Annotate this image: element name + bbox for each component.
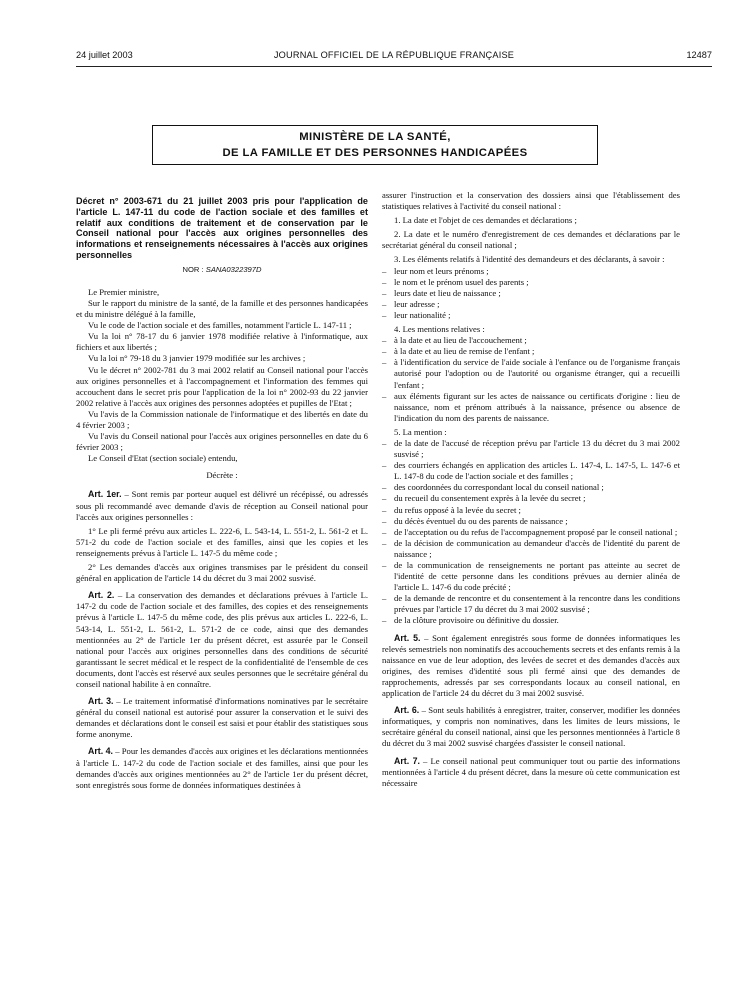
- list-item: – de la clôture provisoire ou définitive du dossier.: [382, 615, 680, 626]
- article-4-item-1: 1. La date et l'objet de ces demandes et déclarations ;: [394, 215, 577, 226]
- nor-label: NOR :: [182, 264, 204, 274]
- ministry-heading: [152, 125, 598, 165]
- header-page-number: 12487: [686, 50, 712, 60]
- article-4-text: – Pour les demandes d'accès aux origines et les déclarations mentionnées à l'article L. 147-2 du code de l'action sociale et des familles, ainsi que pour les demandes d'accès aux origines mentionnées au 2° de l'article 1er du présent décret, sont enregistrés sous forme de données informatiques destinées à: [76, 746, 368, 790]
- article-2: [76, 590, 368, 690]
- list-item: – de l'acceptation ou du refus de l'accompagnement proposé par le conseil national ;: [382, 527, 680, 538]
- list-item: – aux éléments figurant sur les actes de naissance ou certificats d'origine : lieu de naissance, nom et prénom attribués à la naissance, présence ou absence de l'indication du nom des parents de naissance.: [382, 391, 680, 424]
- preamble-paragraph: Vu l'avis de la Commission nationale de l'informatique et des libertés en date du 4 février 2003 ;: [76, 408, 368, 430]
- article-6-text: – Sont seuls habilités à enregistrer, traiter, conserver, modifier les données informatiques, y compris non nominatives, dans les limites de leurs missions, le secrétaire général du conseil national, ainsi que les personnes mentionnées à l'article 8 du décret du 3 mai 2002 susvisé chargées d'assister le conseil national.: [382, 705, 680, 749]
- article-6: [382, 705, 680, 749]
- ministry-line-2: DE LA FAMILLE ET DES PERSONNES HANDICAPÉES: [222, 146, 528, 159]
- preamble-paragraph: Sur le rapport du ministre de la santé, de la famille et des personnes handicapées et du ministre délégué à la famille,: [76, 297, 368, 320]
- article-3: [76, 696, 368, 740]
- left-column: [76, 190, 368, 791]
- list-item: – du recueil du consentement exprès à la levée du secret ;: [382, 493, 680, 504]
- list-item: – leur adresse ;: [382, 299, 680, 310]
- preamble-paragraph: Vu le décret n° 2002-781 du 3 mai 2002 relatif au Conseil national pour l'accès aux origines personnelles et à l'accompagnement et l'information des femmes qui accouchent dans le secret pris pour l'application de la loi n° 2002-93 du 22 janvier 2002 relative à l'accès aux origines des personnes adoptées et pupilles de l'Etat ;: [76, 364, 368, 408]
- article-2-label: Art. 2.: [88, 590, 115, 601]
- decree-title: Décret n° 2003-671 du 21 juillet 2003 pris pour l'application de l'article L. 147-11 du code de l'action sociale et des familles et relatif aux conditions de traitement et de conservation par le Conseil national pour l'accès aux origines personnelles des informations et renseignements nécessaires à l'accès aux origines personnelles: [76, 196, 368, 260]
- mention-list: [382, 438, 680, 627]
- list-item: – du décès éventuel du ou des parents de naissance ;: [382, 516, 680, 527]
- article-5-label: Art. 5.: [394, 632, 421, 643]
- article-4-continued: assurer l'instruction et la conservation des dossiers ainsi que l'établissement des statistiques relatives à l'activité du conseil national :: [382, 190, 680, 212]
- identity-list: [382, 266, 680, 321]
- article-3-label: Art. 3.: [88, 696, 114, 707]
- list-item: – à la date et au lieu de remise de l'enfant ;: [382, 346, 680, 357]
- article-7-label: Art. 7.: [394, 755, 420, 766]
- list-item: – à la date et au lieu de l'accouchement ;: [382, 335, 680, 346]
- list-item: – leur nationalité ;: [382, 310, 680, 321]
- list-item: – des coordonnées du correspondant local du conseil national ;: [382, 482, 680, 493]
- article-4-item-5: 5. La mention :: [394, 426, 447, 437]
- list-item: – le nom et le prénom usuel des parents ;: [382, 277, 680, 288]
- article-1-item-2: 2° Les demandes d'accès aux origines transmises par le président du conseil général en application de l'article 14 du décret du 3 mai 2002 susvisé.: [76, 562, 368, 584]
- article-7-text: – Le conseil national peut communiquer tout ou partie des informations mentionnées à l'article 4 du présent décret, dans la mesure où cette communication est nécessaire: [382, 755, 680, 788]
- preamble-paragraph: Le Premier ministre,: [88, 286, 160, 297]
- article-5-text: – Sont également enregistrés sous forme de données informatiques les relevés semestriels non nominatifs des accouchements secrets et des enfants remis à la naissance en vue de leur adoption, des levées de secret et des demandes d'accès aux origines, des remises d'identité sous pli fermé ainsi que des demandes de rapprochements, adressés par ses correspondants locaux au conseil national, en application de l'article 24 du décret du 3 mai 2002 susvisé.: [382, 632, 680, 699]
- article-4-item-4: 4. Les mentions relatives :: [394, 324, 485, 335]
- header-rule: [76, 66, 712, 67]
- list-item: – de la décision de communication au demandeur d'accès de l'identité du parent de naissance ;: [382, 538, 680, 560]
- article-2-text: – La conservation des demandes et déclarations prévues à l'article L. 147-2 du code de l'action sociale et des familles, des copies et des renseignements prévus à l'article L. 147-5 du même code, des plis prévus aux articles L. 222-6, L. 543-14, L. 551-2, L. 561-2, L. 571-2 de ce code, ainsi que des demandes mentionnées au 2° de l'article 1er du présent décret, est assurée par le Conseil national pour l'accès aux origines personnelles dans des conditions de sécurité garantissant le secret médical et le respect de la confidentialité de l'ensemble de ces documents, dont l'accès est réservé aux seules personnes que le secrétaire général du conseil national habilite à en connaître.: [76, 590, 368, 689]
- article-4-label: Art. 4.: [88, 746, 113, 757]
- article-3-text: – Le traitement informatisé d'informations nominatives par le secrétaire général du conseil national est autorisé pour assurer la conservation et le suivi des demandes et déclarations dont le conseil est saisi et pour établir des statistiques sous forme anonyme.: [76, 696, 368, 740]
- ministry-line-1: MINISTÈRE DE LA SANTÉ,: [299, 131, 451, 143]
- article-1-item-1: 1° Le pli fermé prévu aux articles L. 222-6, L. 543-14, L. 551-2, L. 561-2 et L. 571-2 du code de l'action sociale et des familles, ainsi que les copies et les renseignements prévus à l'article L. 147-5 du même code ;: [76, 525, 368, 558]
- preamble-paragraph: Vu la loi n° 79-18 du 3 janvier 1979 modifiée sur les archives ;: [88, 353, 306, 364]
- list-item: – du refus opposé à la levée du secret ;: [382, 505, 680, 516]
- header-journal-title: JOURNAL OFFICIEL DE LA RÉPUBLIQUE FRANÇAISE: [273, 50, 515, 60]
- article-4-item-2: 2. La date et le numéro d'enregistrement de ces demandes et déclarations par le secrétariat général du conseil national ;: [382, 229, 680, 251]
- header-date: 24 juillet 2003: [76, 50, 133, 60]
- right-column: [382, 190, 680, 789]
- preamble-paragraph: Vu l'avis du Conseil national pour l'accès aux origines personnelles en date du 6 février 2003 ;: [76, 431, 368, 453]
- list-item: – de la demande de rencontre et du consentement à la rencontre dans les conditions prévues par l'article 17 du décret du 3 mai 2002 susvisé ;: [382, 593, 680, 615]
- article-6-label: Art. 6.: [394, 705, 420, 716]
- article-1: [76, 489, 368, 522]
- article-4: [76, 746, 368, 790]
- list-item: – leur nom et leurs prénoms ;: [382, 266, 680, 277]
- decrete-heading: Décrète :: [206, 470, 238, 481]
- list-item: – leurs date et lieu de naissance ;: [382, 288, 680, 299]
- preamble-paragraph: Vu le code de l'action sociale et des familles, notamment l'article L. 147-11 ;: [88, 320, 352, 331]
- list-item: – à l'identification du service de l'aide sociale à l'enfance ou de l'organisme français autorisé pour l'adoption ou de l'autorité ou organisme étranger, qui a recueilli l'enfant ;: [382, 357, 680, 390]
- page-header: [76, 48, 712, 66]
- list-item: – des courriers échangés en application des articles L. 147-4, L. 147-5, L. 147-6 et L. 147-8 du code de l'action sociale et des familles ;: [382, 460, 680, 482]
- mentions-list: [382, 335, 680, 424]
- article-7: [382, 756, 680, 789]
- nor-code: SANA0322397D: [205, 264, 262, 274]
- article-1-label: Art. 1er.: [88, 489, 122, 500]
- list-item: – de la communication de renseignements ne portant pas atteinte au secret de l'identité de cette personne dans les conditions prévues au dernier alinéa de l'article L. 147-6 du code précité ;: [382, 560, 680, 593]
- preamble-paragraph: Vu la loi n° 78-17 du 6 janvier 1978 modifiée relative à l'informatique, aux fichiers et aux libertés ;: [76, 331, 368, 353]
- nor-reference: [76, 264, 368, 275]
- article-5: [382, 633, 680, 700]
- article-4-item-3: 3. Les éléments relatifs à l'identité des demandeurs et des déclarants, à savoir :: [394, 254, 665, 265]
- list-item: – de la date de l'accusé de réception prévu par l'article 13 du décret du 3 mai 2002 susvisé ;: [382, 438, 680, 460]
- preamble-paragraph: Le Conseil d'Etat (section sociale) entendu,: [88, 453, 238, 464]
- article-1-text: – Sont remis par porteur auquel est délivré un récépissé, ou adressés sous pli recommandé avec demande d'avis de réception au Conseil national pour l'accès aux origines personnelles :: [76, 489, 369, 522]
